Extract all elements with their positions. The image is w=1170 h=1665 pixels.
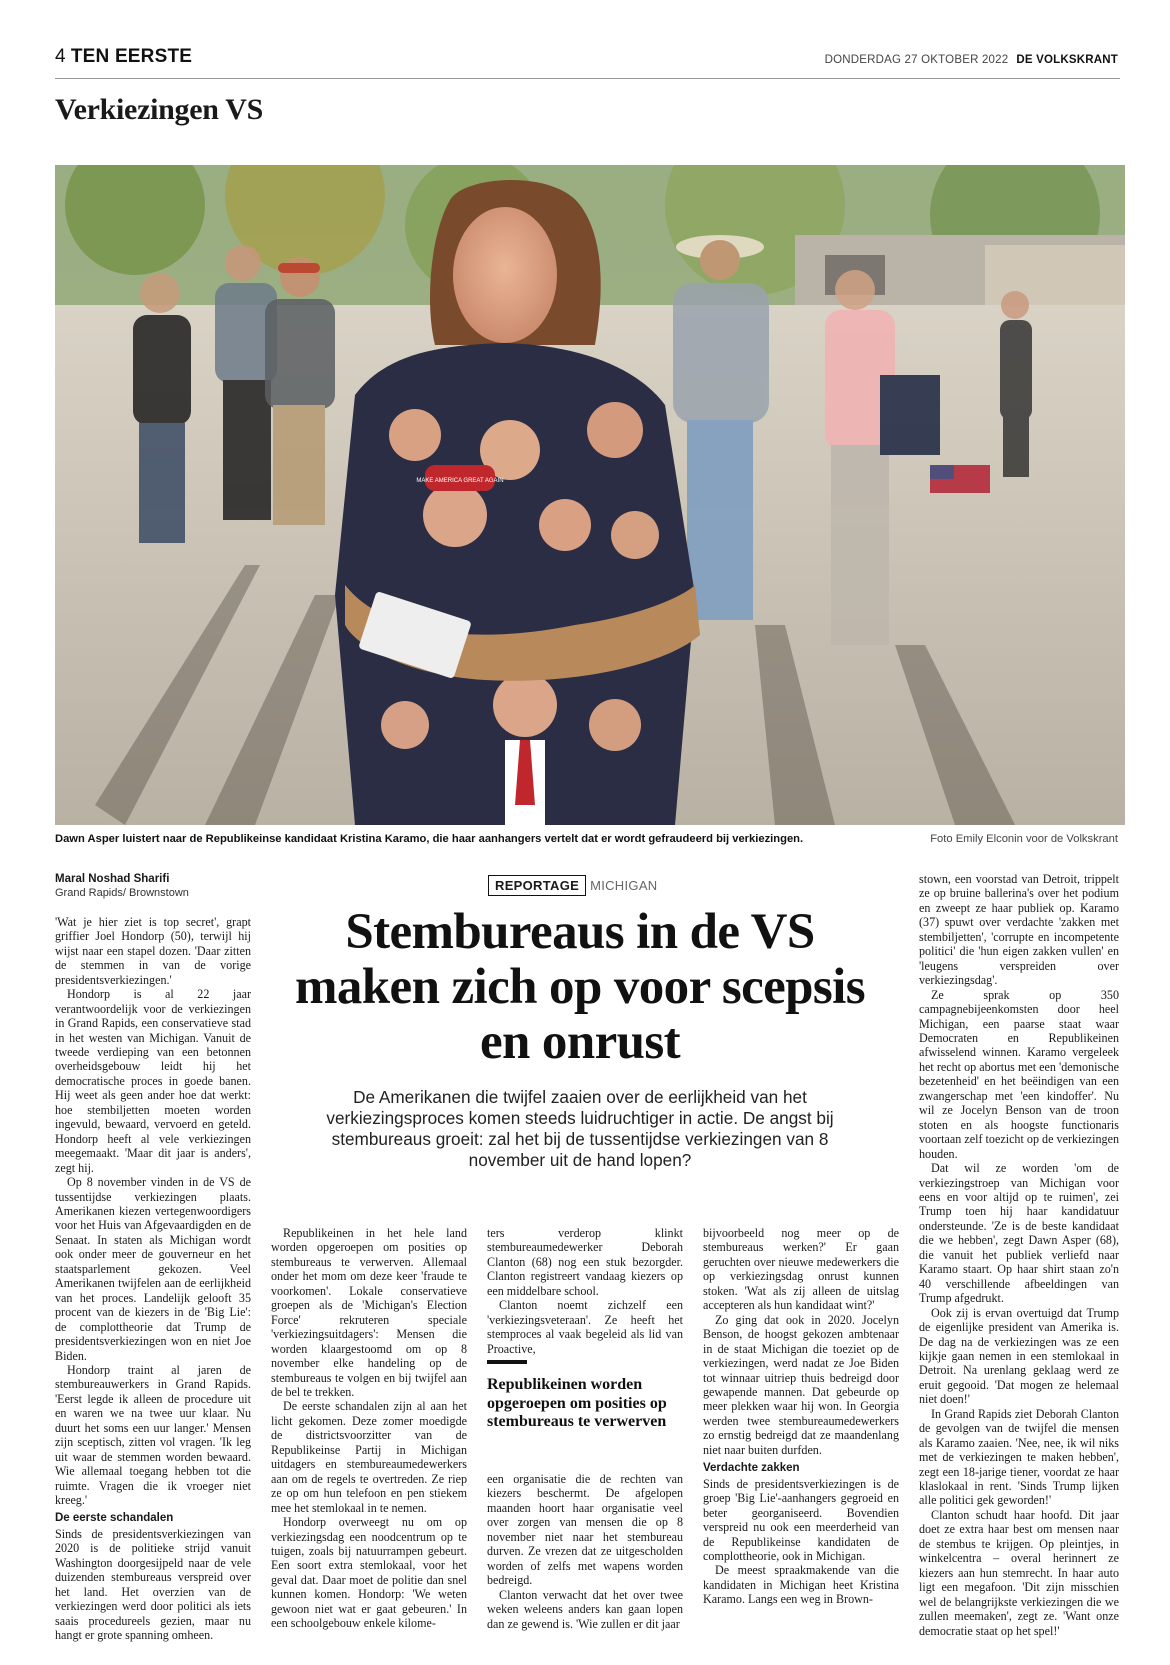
page-header xyxy=(55,46,192,68)
paragraph: bijvoorbeeld nog meer op de stembureaus werken?' Er gaan geruchten over nieuwe medewerkers die op verkiezingsdag onrust kunnen stoken. 'Wat als zij alleen de uitslag accepteren als hun kandidaat wint?' xyxy=(703,1226,899,1313)
paragraph: Dat wil ze worden 'om de verkiezingstroep van Michigan voor eens en voor altijd op te ruimen', zei Trump toen hij haar kandidatuur ondersteunde. 'Ze is de beste kandidaat die we hebben', zegt Dawn Asper (68), die vanuit het publiek verliefd naar Karamo staart. Op haar shirt staan zo'n 40 verschillende afbeeldingen van Trump afgedrukt. xyxy=(919,1161,1119,1306)
paragraph: Clanton verwacht dat het over twee weken weleens anders kan gaan lopen dan ze gewend is. 'Wie zullen er dit jaar xyxy=(487,1587,683,1631)
pull-quote xyxy=(487,1360,687,1432)
hat-text: MAKE AMERICA GREAT AGAIN xyxy=(416,478,504,484)
photo-caption: Dawn Asper luistert naar de Republikeinse kandidaat Kristina Karamo, die haar aanhangers vertelt dat er wordt gefraudeerd bij verkiezingen. xyxy=(55,833,804,845)
subheading: De eerste schandalen xyxy=(55,1512,174,1525)
paragraph: De meest spraakmakende van die kandidaten in Michigan heet Kristina Karamo. Langs een weg in Brown- xyxy=(703,1563,899,1607)
paragraph: Hondorp traint al jaren de stembureauwerkers in Grand Rapids. 'Eerst legde ik alleen de procedure uit en waren we na twee uur klaar. Nu duurt het soms een uur langer.' Mensen zijn sceptisch, zitten vol vragen. 'Ik leg uit waar de stemmen worden bewaard. Wie allemaal toegang hebben tot die ruimte. Vragen die ik vroeger niet kreeg.' xyxy=(55,1362,251,1508)
article-column-2 xyxy=(271,1226,467,1631)
subheading: Verdachte zakken xyxy=(703,1462,800,1475)
article-column-1 xyxy=(55,872,251,1643)
paper-name: DE VOLKSKRANT xyxy=(1016,54,1118,66)
page-number: 4 xyxy=(55,46,66,67)
hero-photo xyxy=(55,165,1125,825)
paragraph: Sinds de presidentsverkiezingen is de groep 'Big Lie'-aanhangers gegroeid en beter georganiseerd. Bovendien verspreid nu ook een meerderheid van de Republikeinse kandidaten de complottheorie, ook in Michigan. xyxy=(703,1476,899,1563)
byline-author: Maral Noshad Sharifi xyxy=(55,873,170,885)
article-column-4 xyxy=(703,1226,899,1607)
paragraph: ters verderop klinkt stembureaumedewerker Deborah Clanton (68) nog een stuk bezorgder. Clanton registreert vandaag kiezers op een middelbare school. xyxy=(487,1226,683,1298)
pull-quote-text: Republikeinen worden opgeroepen om posities op stembureaus te verwerven xyxy=(487,1376,667,1430)
tag-place: MICHIGAN xyxy=(590,878,658,893)
paragraph: Ze sprak op 350 campagnebijeenkomsten door heel Michigan, een paarse staat waar Democraten en Republikeinen afwisselend winnen. Karamo vergeleek het recht op abortus met een 'demonische bezetenheid' en het beëindigen van een zwangerschap met 'een kindoffer'. Nu wil ze Jocelyn Benson van de troon stoten en als hoogste functionaris voortaan zelf toezicht op de verkiezingen houden. xyxy=(919,987,1119,1161)
byline-location: Grand Rapids/ Brownstown xyxy=(55,887,189,900)
article-column-3b xyxy=(487,1472,683,1631)
photo-illustration xyxy=(55,165,1125,825)
paragraph: Republikeinen in het hele land worden opgeroepen om posities op stembureaus te verwerven. Allemaal onder het mom om deze keer 'fraude te voorkomen'. Lokale conservatieve groepen als de 'Michigan's Election Force' rekruteren speciale 'verkiezingsuitdagers': Mensen die worden klaargestoomd om op 8 november elke handeling op de stembureaus te volgen en bij twijfel aan de bel te trekken. xyxy=(271,1226,467,1399)
paragraph: Op 8 november vinden in de VS de tussentijdse verkiezingen plaats. Amerikanen kiezen vertegenwoordigers voor het Huis van Afgevaardigden en de Senaat. In staten als Michigan wordt ook onder meer de gouverneur en het staatsparlement gekozen. Veel Amerikanen twijfelen aan de eerlijkheid van het proces. Landelijk gelooft 35 procent van de kiezers in de 'Big Lie': de complottheorie dat Trump de presidentsverkiezingen won en niet Joe Biden. xyxy=(55,1175,251,1363)
paragraph: 'Wat je hier ziet is top secret', grapt griffier Joel Hondorp (50), terwijl hij wijst naar een stapel dozen. 'Daar zitten de stemmen in van de vorige presidentsverkiezingen.' xyxy=(55,914,251,987)
paragraph: Hondorp overweegt nu om op verkiezingsdag een noodcentrum op te tuigen, zoals bij natuurrampen gebeurt. Een soort extra stemlokaal, voor het geval dat. Daar moet de politie dan snel kunnen komen. Hondorp: 'We weten gewoon niet wat er gaat gebeuren.' In een schoolgebouw enkele kilome- xyxy=(271,1515,467,1631)
article-column-3 xyxy=(487,1226,683,1356)
section-title: Verkiezingen VS xyxy=(55,93,264,126)
paragraph: In Grand Rapids ziet Deborah Clanton de gevolgen van de twijfel die mensen als Karamo zaaien. 'Nee, nee, ik wil niks met de verkiezingen te maken hebben', zegt een 18-jarige tiener, voordat ze haar klaslokaal in rent. 'Sinds Trump lijken alle politici gek geworden!' xyxy=(919,1406,1119,1508)
intro: De Amerikanen die twijfel zaaien over de eerlijkheid van het verkiezingsproces komen steeds luidruchtiger in actie. De angst bij stembureaus groeit: zal het bij de tussentijdse verkiezingen van 8 november uit de hand lopen? xyxy=(326,1087,834,1170)
header-rule xyxy=(55,78,1120,79)
paragraph: Hondorp is al 22 jaar verantwoordelijk voor de verkiezingen in Grand Rapids, een conservatieve stad in het westen van Michigan. Vanuit de tweede verdieping van een betonnen overheidsgebouw leidt hij het democratische proces in goede banen. Hij weet als geen ander hoe dat werkt: hoe stembiljetten moeten worden ingevuld, bewaard, vervoerd en geteld. Hondorp heeft al vele verkiezingen meegemaakt. 'Maar dit jaar is anders', zegt hij. xyxy=(55,987,251,1175)
paragraph: stown, een voorstad van Detroit, trippelt ze op bruine ballerina's over het podium en zweept ze haar publiek op. Karamo (37) spuwt over verdachte 'zakken met stembiljetten', 'corrupte en incompetente politici' die 'hun eigen zakken vullen' en 'leugens verspreiden over verkiezingsdag'. xyxy=(919,872,1119,988)
paragraph: een organisatie die de rechten van kiezers beschermt. De afgelopen maanden hoort haar organisatie veel over zorgen van mensen die op 8 november niet naar het stembureau durven. Ze vrezen dat ze uitgescholden worden of zelfs met wapens worden bedreigd. xyxy=(487,1472,683,1588)
headline: Stembureaus in de VS maken zich op voor scepsis en onrust xyxy=(295,904,865,1070)
paragraph: De eerste schandalen zijn al aan het licht gekomen. Deze zomer moedigde de districtsvoorzitter van de Republikeinse Partij in Michigan uitdagers en stembureaumedewerkers aan om de regels te overtreden. Ze riep ze op om hun telefoon en pen stiekem mee het stemlokaal in te nemen. xyxy=(271,1399,467,1515)
article-column-5 xyxy=(919,872,1119,1638)
photo-credit: Foto Emily Elconin voor de Volkskrant xyxy=(930,833,1118,845)
paragraph: Zo ging dat ook in 2020. Jocelyn Benson, de hoogst gekozen ambtenaar in de staat Michigan die toeziet op de verkiezingen, werd nadat ze Joe Biden tot winnaar uitriep thuis bedreigd door gewapende mannen. Dat gebeurde op meer plekken waar hij won. In Georgia werden twee stembureaumedewerkers zo ernstig bedreigd dat ze maandenlang niet naar buiten durfden. xyxy=(703,1312,899,1457)
paragraph: Clanton noemt zichzelf een 'verkiezingsveteraan'. Ze heeft het stemproces al vaak begeleid als lid van Proactive, xyxy=(487,1298,683,1356)
paragraph: Ook zij is ervan overtuigd dat Trump de eigenlijke president van Amerika is. De dag na de verkiezingen was ze een kijkje gaan nemen in een stemlokaal in Detroit. Na urenlang geklaag werd ze eruit gegooid. 'Dat mogen ze helemaal niet doen!' xyxy=(919,1305,1119,1407)
article-tag xyxy=(488,875,657,896)
issue-date: DONDERDAG 27 OKTOBER 2022 xyxy=(824,54,1009,66)
paragraph: Sinds de presidentsverkiezingen van 2020 is de politieke strijd vanuit Washington doorgesijpeld naar de vele duizenden stembureaus verspreid over het land. Het overzien van de verkiezingen werd door politici als iets saais procedureels gezien, maar nu hangt er grote spanning omheen. xyxy=(55,1526,251,1643)
date-header xyxy=(825,54,1118,66)
tag-label: REPORTAGE xyxy=(488,875,586,896)
paragraph: Clanton schudt haar hoofd. Dit jaar doet ze extra haar best om mensen naar de stembus te krijgen. Op pleintjes, in winkelcentra – overal herinnert ze kiezers aan hun stemrecht. In haar auto ligt een megafoon. 'Dit zijn misschien wel de belangrijkste verkiezingen die we zullen meemaken', zegt ze. 'Want onze democratie staat op het spel!' xyxy=(919,1507,1119,1638)
section-label: TEN EERSTE xyxy=(70,46,193,67)
pull-quote-bar xyxy=(487,1360,527,1364)
